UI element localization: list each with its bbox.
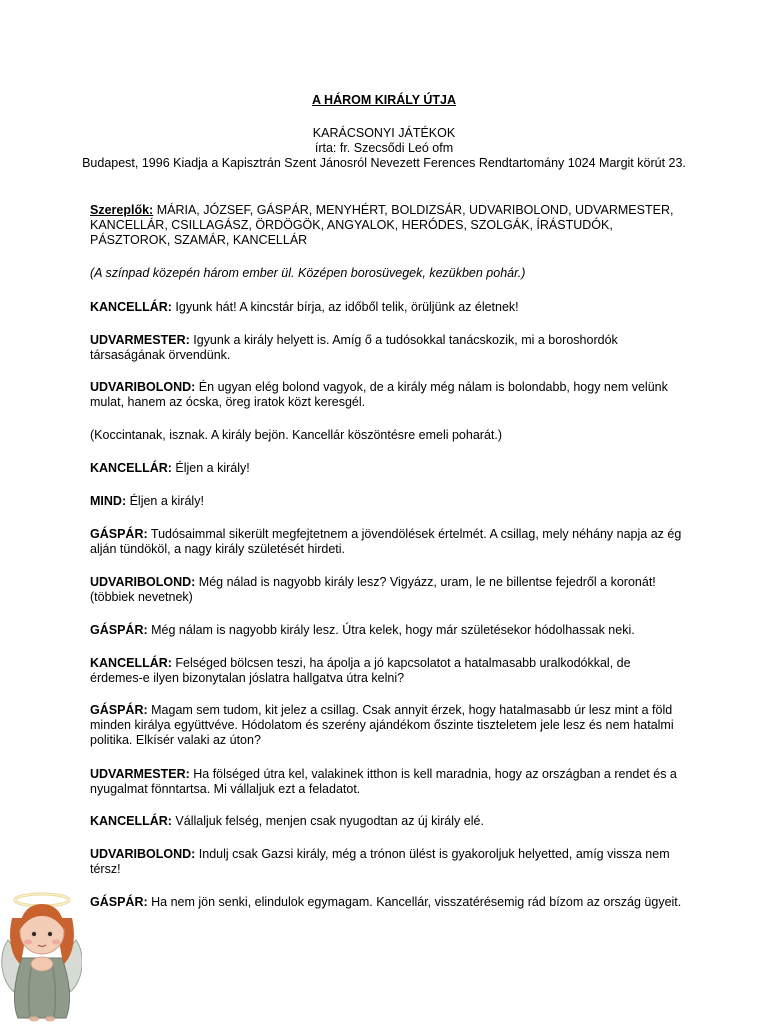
cast-paragraph [90,203,685,248]
dialogue-line [90,847,685,877]
stage-direction-text: (Koccintanak, isznak. A király bejön. Kancellár köszöntésre emeli poharát.) [90,428,503,442]
dialogue-text: Éljen a király! [171,461,250,475]
speaker-name: KANCELLÁR: [90,814,172,828]
speaker-name: GÁSPÁR: [90,703,148,717]
dialogue-line [90,380,685,410]
dialogue-text: Ha fölséged útra kel, valakinek itthon is kell maradnia, hogy az országban a rendet és a nyugalmat fönntartsa. Mi vállaljuk ezt a feladatot. [90,767,677,796]
speaker-name: UDVARMESTER: [90,767,190,781]
dialogue-line [90,895,685,910]
dialogue-line [90,814,685,829]
cast-list: MÁRIA, JÓZSEF, GÁSPÁR, MENYHÉRT, BOLDIZSÁR, UDVARIBOLOND, UDVARMESTER, KANCELLÁR, CSILLAGÁSZ, ÖRDÖGÖK, ANGYALOK, HERÓDES, SZOLGÁK, ÍRÁSTUDÓK, PÁSZTOROK, SZAMÁR, KANCELLÁR [90,203,674,247]
dialogue-text: Igyunk a király helyett is. Amíg ő a tudósokkal tanácskozik, mi a boroshordók társaságának örvendünk. [90,333,618,362]
speaker-name: UDVARMESTER: [90,333,190,347]
speaker-name: GÁSPÁR: [90,623,148,637]
opening-stage-direction: (A színpad közepén három ember ül. Középen borosüvegek, kezükben pohár.) [90,266,526,280]
dialogue-text: Én ugyan elég bolond vagyok, de a király még nálam is bolondabb, hogy nem velünk mulat, hanem az ócska, öreg iratok közt keresgél. [90,380,668,409]
speaker-name: UDVARIBOLOND: [90,575,196,589]
speaker-name: GÁSPÁR: [90,895,148,909]
speaker-name: KANCELLÁR: [90,461,172,475]
dialogue-text: Igyunk hát! A kincstár bírja, az időből telik, örüljünk az életnek! [171,300,519,314]
dialogue-text: Indulj csak Gazsi király, még a trónon ülést is gyakoroljuk helyetted, amíg vissza nem térsz! [90,847,670,876]
dialogue-text: Tudósaimmal sikerült megfejtetnem a jövendölések értelmét. A csillag, mely néhány napja az ég alján tündököl, a nagy király születését hirdeti. [90,527,682,556]
dialogue-line [90,333,685,363]
speaker-name: UDVARIBOLOND: [90,380,196,394]
cast-label: Szereplők: [90,203,154,217]
dialogue-text: Felséged bölcsen teszi, ha ápolja a jó kapcsolatot a hatalmasabb uralkodókkal, de érdemes-e ilyen bizonytalan jóslatra hallgatva útra kelni? [90,656,631,685]
speaker-name: KANCELLÁR: [90,300,172,314]
dialogue-line [90,767,685,797]
dialogue-line [90,461,685,476]
publisher-line: Budapest, 1996 Kiadja a Kapisztrán Szent Jánosról Nevezett Ferences Rendtartomány 1024 Margit körút 23. [82,156,686,170]
dialogue-text: Éljen a király! [126,494,204,508]
dialogue-line [90,623,685,638]
dialogue-text: Vállaljuk felség, menjen csak nyugodtan az új király elé. [171,814,484,828]
dialogue-line [90,656,685,686]
document-subtitle: KARÁCSONYI JÁTÉKOK [312,126,456,140]
stage-direction [90,428,685,443]
speaker-name: UDVARIBOLOND: [90,847,196,861]
document-title: A HÁROM KIRÁLY ÚTJA [312,93,456,107]
dialogue-line [90,300,685,315]
dialogue-line [90,494,685,509]
angel-figure [0,888,82,1022]
speaker-name: KANCELLÁR: [90,656,172,670]
speaker-name: MIND: [90,494,127,508]
dialogue-line [90,703,685,748]
dialogue-line [90,575,685,605]
author-line: írta: fr. Szecsődi Leó ofm [314,141,454,155]
dialogue-line [90,527,685,557]
dialogue-text: Még nálam is nagyobb király lesz. Útra kelek, hogy már születésekor hódolhassak neki. [147,623,635,637]
dialogue-text: Magam sem tudom, kit jelez a csillag. Csak annyit érzek, hogy hatalmasabb úr lesz mint a föld minden királya együttvéve. Hódolatom és szerény ajándékom őszinte tiszteletem jele lesz és nem hatalmi politika. Elkísér valaki az úton? [90,703,674,747]
speaker-name: GÁSPÁR: [90,527,148,541]
dialogue-text: Még nálad is nagyobb király lesz? Vigyázz, uram, le ne billentse fejedről a koronát! (többiek nevetnek) [90,575,656,604]
dialogue-text: Ha nem jön senki, elindulok egymagam. Kancellár, visszatérésemig rád bízom az ország ügyeit. [147,895,682,909]
